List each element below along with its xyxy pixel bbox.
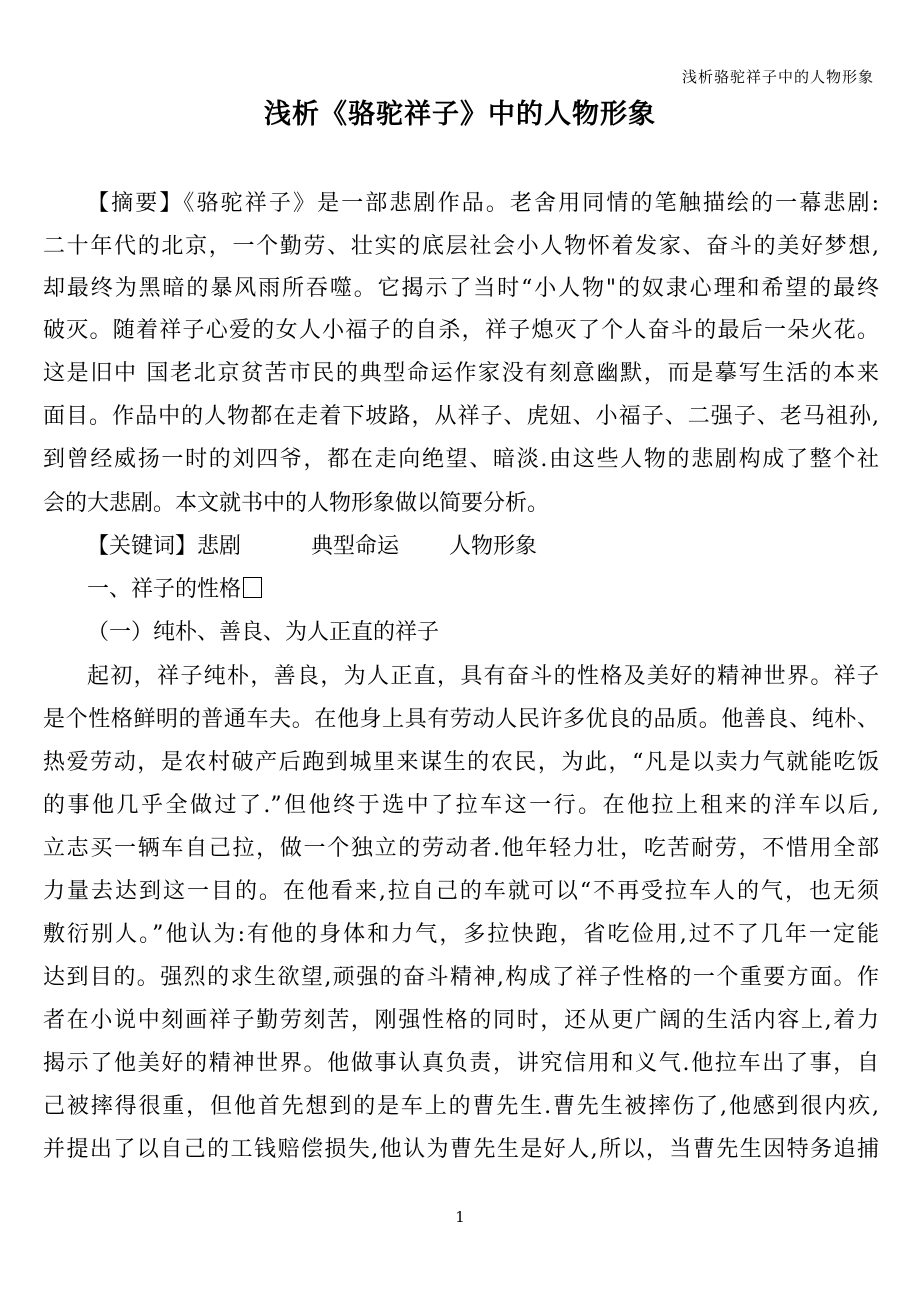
body-line: 的事他几乎全做过了.”但他终于选中了拉车这一行。在他拉上租来的洋车以后, [43, 793, 879, 818]
abstract-line: 破灭。随着祥子心爱的女人小福子的自杀，祥子熄灭了个人奋斗的最后一朵火花。 [43, 318, 879, 343]
abstract-line: 到曾经威扬一时的刘四爷，都在走向绝望、暗淡.由这些人物的悲剧构成了整个社 [43, 447, 879, 472]
document-title: 浅析《骆驼祥子》中的人物形象 [264, 99, 656, 130]
abstract-line: 这是旧中 国老北京贫苦市民的典型命运作家没有刻意幽默，而是摹写生活的本来 [43, 361, 879, 386]
keyword: 人物形象 [449, 534, 538, 559]
keywords-label: 【关键词】悲剧 [87, 534, 242, 559]
body-line: 己被摔得很重，但他首先想到的是车上的曹先生.曹先生被摔伤了,他感到很内疚, [43, 1094, 879, 1119]
section-heading [87, 570, 262, 610]
body-line: 起初，祥子纯朴，善良，为人正直，具有奋斗的性格及美好的精神世界。祥子 [87, 664, 879, 689]
body-line: 者在小说中刻画祥子勤劳刻苦，刚强性格的同时，还从更广阔的生活内容上,着力 [43, 1008, 879, 1033]
abstract-line: 【摘要】《骆驼祥子》是一部悲剧作品。老舍用同情的笔触描绘的一幕悲剧: [87, 191, 879, 216]
page-number: 1 [455, 1208, 465, 1226]
body-line: 力量去达到这一目的。在他看来,拉自己的车就可以“不再受拉车人的气，也无须 [43, 879, 879, 904]
subsection-heading: （一）纯朴、善良、为人正直的祥子 [87, 620, 440, 645]
body-line: 立志买一辆车自己拉，做一个独立的劳动者.他年轻力壮，吃苦耐劳，不惜用全部 [43, 836, 879, 861]
body-line: 达到目的。强烈的求生欲望,顽强的奋斗精神,构成了祥子性格的一个重要方面。作 [43, 965, 879, 990]
body-line: 揭示了他美好的精神世界。他做事认真负责，讲究信用和义气.他拉车出了事，自 [43, 1051, 879, 1076]
section-heading-text: 一、祥子的性格 [87, 577, 242, 602]
abstract-line: 会的大悲剧。本文就书中的人物形象做以简要分析。 [43, 491, 550, 516]
abstract-line: 却最终为黑暗的暴风雨所吞噬。它揭示了当时“小人物"的奴隶心理和希望的最终 [43, 276, 879, 301]
body-line: 热爱劳动，是农村破产后跑到城里来谋生的农民，为此，“凡是以卖力气就能吃饭 [43, 750, 879, 775]
body-line: 敷衍别人。”他认为:有他的身体和力气，多拉快跑，省吃俭用,过不了几年一定能 [43, 922, 879, 947]
body-line: 并提出了以自己的工钱赔偿损失,他认为曹先生是好人,所以，当曹先生因特务追捕 [43, 1137, 879, 1162]
keyword: 典型命运 [311, 534, 400, 559]
abstract-line: 二十年代的北京，一个勤劳、壮实的底层社会小人物怀着发家、奋斗的美好梦想, [43, 234, 879, 259]
abstract-line: 面目。作品中的人物都在走着下坡路，从祥子、虎妞、小福子、二强子、老马祖孙, [43, 404, 879, 429]
running-header: 浅析骆驼祥子中的人物形象 [681, 68, 874, 86]
placeholder-box-icon [243, 577, 262, 598]
keywords-line [87, 527, 537, 567]
body-line: 是个性格鲜明的普通车夫。在他身上具有劳动人民许多优良的品质。他善良、纯朴、 [43, 707, 879, 732]
